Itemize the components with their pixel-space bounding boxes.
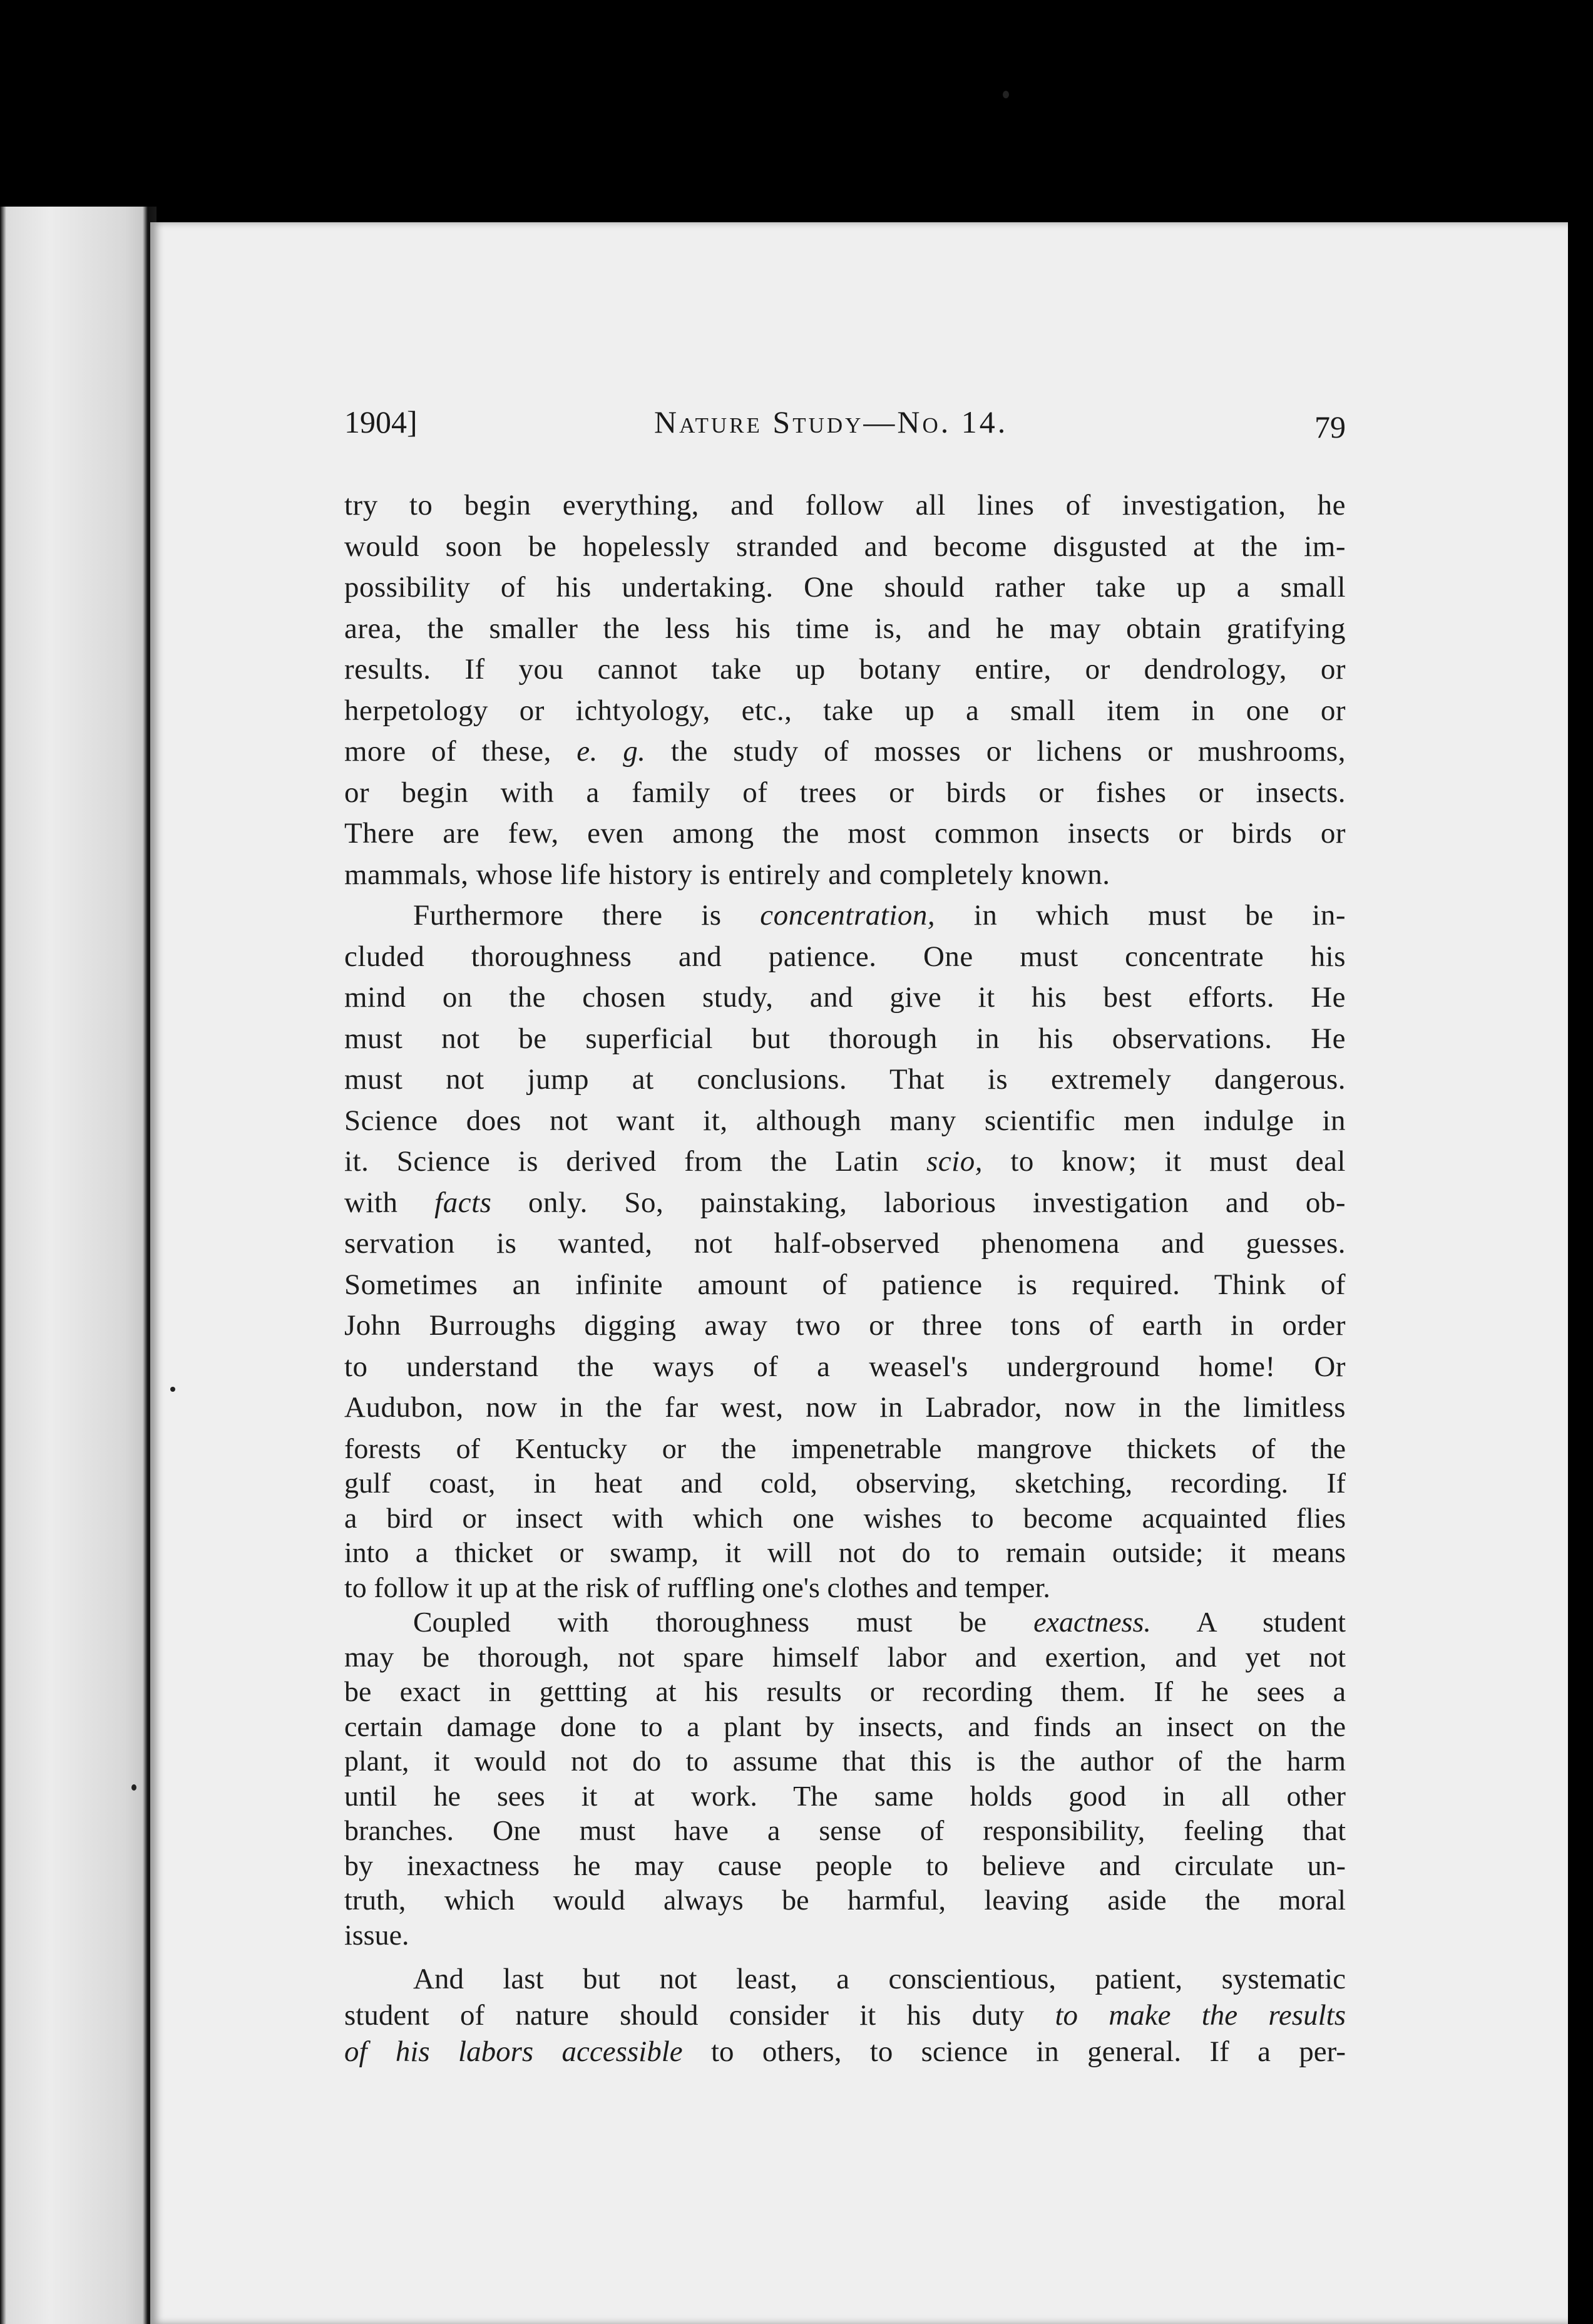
running-header — [344, 404, 1346, 454]
text-line: herpetology or ichtyology, etc., take up a small item in one or — [344, 694, 1346, 727]
text-line: or begin with a family of trees or birds or fishes or insects. — [344, 776, 1346, 809]
text-line: John Burroughs digging away two or three tons of earth in order — [344, 1309, 1346, 1342]
text-line: Sometimes an infinite amount of patience is required. Think of — [344, 1268, 1346, 1301]
paragraph-2 — [344, 895, 1346, 1429]
text-line: a bird or insect with which one wishes to become acquainted flies — [344, 1501, 1346, 1534]
text-line: by inexactness he may cause people to believe and circulate un- — [344, 1849, 1346, 1881]
text-line: certain damage done to a plant by insects, and finds an insect on the — [344, 1710, 1346, 1742]
text-line: it. Science is derived from the Latin scio, to know; it must deal — [344, 1145, 1346, 1178]
text-line: mind on the chosen study, and give it his best efforts. He — [344, 981, 1346, 1014]
text-line: truth, which would always be harmful, leaving aside the moral — [344, 1884, 1346, 1916]
text-line: to understand the ways of a weasel's underground home! Or — [344, 1350, 1346, 1383]
text-line: possibility of his undertaking. One should rather take up a small — [344, 571, 1346, 604]
dust-speck — [170, 1387, 175, 1392]
page-body — [344, 485, 1346, 2070]
paragraph-4 — [344, 1961, 1346, 2070]
text-line: forests of Kentucky or the impenetrable mangrove thickets of the — [344, 1432, 1346, 1464]
text-line: until he sees it at work. The same holds good in all other — [344, 1779, 1346, 1812]
text-line: servation is wanted, not half-observed phenomena and guesses. — [344, 1227, 1346, 1260]
text-line: be exact in gettting at his results or recording them. If he sees a — [344, 1675, 1346, 1707]
text-line: must not jump at conclusions. That is extremely dangerous. — [344, 1063, 1346, 1096]
text-line: Furthermore there is concentration, in which must be in- — [413, 899, 1346, 932]
text-line: Audubon, now in the far west, now in Labrador, now in the limitless — [344, 1391, 1346, 1424]
text-line: to follow it up at the risk of ruffling one's clothes and temper. — [344, 1571, 1050, 1603]
previous-page-edge — [0, 207, 156, 2324]
text-line: of his labors accessible to others, to science in general. If a per- — [344, 2035, 1346, 2068]
text-line: into a thicket or swamp, it will not do to remain outside; it means — [344, 1536, 1346, 1568]
paragraph-3 — [344, 1605, 1346, 1952]
text-line: Science does not want it, although many scientific men indulge in — [344, 1104, 1346, 1137]
text-line: gulf coast, in heat and cold, observing, sketching, recording. If — [344, 1467, 1346, 1499]
header-year: 1904] — [344, 404, 417, 440]
paragraph-2-continued — [344, 1431, 1346, 1605]
text-line: student of nature should consider it his duty to make the results — [344, 1999, 1346, 2032]
text-line: try to begin everything, and follow all lines of investigation, he — [344, 489, 1346, 522]
text-line: may be thorough, not spare himself labor and exertion, and yet not — [344, 1640, 1346, 1673]
text-line: must not be superficial but thorough in his observations. He — [344, 1022, 1346, 1055]
text-line: mammals, whose life history is entirely and completely known. — [344, 858, 1110, 891]
text-line: results. If you cannot take up botany entire, or dendrology, or — [344, 653, 1346, 686]
dust-speck — [131, 1784, 136, 1791]
text-line: area, the smaller the less his time is, and he may obtain gratifying — [344, 612, 1346, 645]
dust-speck — [1003, 91, 1009, 98]
text-line: branches. One must have a sense of responsibility, feeling that — [344, 1814, 1346, 1846]
text-line: There are few, even among the most common insects or birds or — [344, 817, 1346, 850]
text-line: would soon be hopelessly stranded and become disgusted at the im- — [344, 530, 1346, 563]
text-line: cluded thoroughness and patience. One must concentrate his — [344, 940, 1346, 973]
text-line: more of these, e. g. the study of mosses or lichens or mushrooms, — [344, 735, 1346, 768]
header-title: Nature Study—No. 14. — [654, 404, 1008, 440]
text-line: And last but not least, a conscientious, patient, systematic — [413, 1963, 1346, 1995]
text-line: Coupled with thoroughness must be exactness. A student — [413, 1606, 1346, 1638]
text-line: plant, it would not do to assume that this is the author of the harm — [344, 1745, 1346, 1777]
paragraph-1 — [344, 485, 1346, 895]
text-line: with facts only. So, painstaking, laborious investigation and ob- — [344, 1186, 1346, 1219]
page-number: 79 — [1314, 409, 1346, 445]
text-line: issue. — [344, 1918, 409, 1951]
